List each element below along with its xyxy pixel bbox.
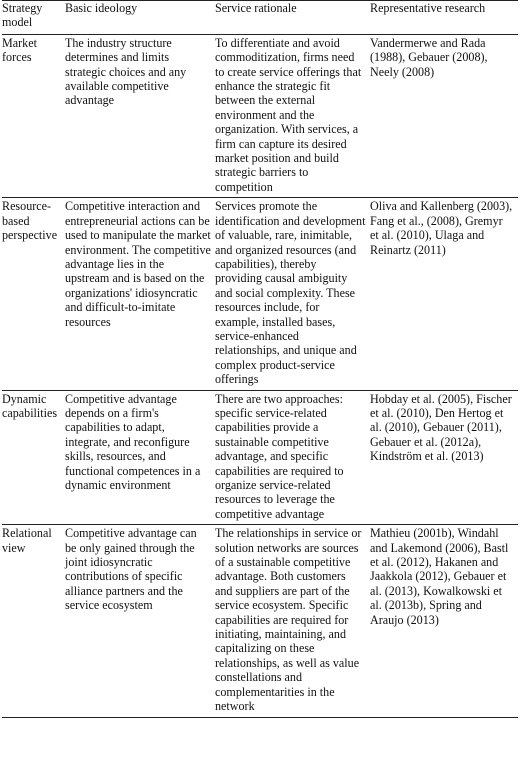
cell-model: Market forces — [2, 35, 37, 65]
header-representative-research: Representative research — [370, 1, 486, 15]
header-basic-ideology: Basic ideology — [65, 1, 138, 15]
cell-ideology: Competitive advantage can be only gained through the joint idiosyncratic contributions of specific alliance partners and the service ecosystem — [65, 526, 197, 613]
cell-research: Oliva and Kallenberg (2003), Fang et al., (2008), Gremyr et al. (2010), Ulaga and Reinartz (2011) — [370, 199, 513, 257]
cell-rationale: There are two approaches: specific service-related capabilities provide a sustainable competitive advantage, and specific capabilities are required to organize service-related resources to leverage the competitive advantage — [215, 391, 344, 521]
cell-research: Vandermerwe and Rada (1988), Gebauer (2008), Neely (2008) — [370, 35, 488, 79]
header-service-rationale: Service rationale — [215, 1, 297, 15]
table-row — [2, 198, 518, 390]
cell-ideology: Competitive advantage depends on a firm's capabilities to adapt, integrate, and reconfigure skills, resources, and functional competences in a dynamic environment — [65, 391, 201, 492]
cell-ideology: The industry structure determines and limits strategic choices and any available competitive advantage — [65, 35, 187, 108]
table-row — [2, 525, 518, 717]
cell-model: Relational view — [2, 526, 52, 555]
header-strategy-model: Strategy model — [2, 1, 43, 30]
cell-rationale: To differentiate and avoid commoditization, firms need to create service offerings that enhance the strategic fit between the external environment and the organization. With services, a firm can capture its desired market position and build strategic barriers to competition — [215, 35, 362, 194]
table-row — [2, 390, 518, 525]
table-row — [2, 34, 518, 197]
cell-rationale: Services promote the identification and development of valuable, rare, inimitable, and organized resources (and capabilities), thereby providing causal ambiguity and social complexity. These resources include, for example, installed bases, service-enhanced relationships, and unique and complex product-service offerings — [215, 199, 366, 387]
header-row — [2, 1, 518, 35]
cell-ideology: Competitive interaction and entrepreneurial actions can be used to manipulate the market environment. The competitive advantage lies in the upstream and is based on the organizations' idiosyncratic and difficult-to-imitate resources — [65, 199, 211, 329]
cell-model: Dynamic capabilities — [2, 391, 58, 420]
cell-research: Hobday et al. (2005), Fischer et al. (2010), Den Hertog et al. (2010), Gebauer (2011), Gebauer et al. (2012a), Kindström et al. (2013) — [370, 391, 512, 464]
cell-model: Resource-based perspective — [2, 199, 58, 243]
strategy-models-table — [2, 0, 518, 718]
cell-research: Mathieu (2001b), Windahl and Lakemond (2006), Bastl et al. (2012), Hakanen and Jaakkola (2012), Gebauer et al. (2013), Kowalkowski et al. (2013b), Spring and Araujo (2013) — [370, 526, 509, 627]
cell-rationale: The relationships in service or solution networks are sources of a sustainable competitive advantage. Both customers and suppliers are part of the service ecosystem. Specific capabilities are required for initiating, maintaining, and capitalizing on these relationships, as well as value constellations and complementarities in the network — [215, 526, 362, 714]
